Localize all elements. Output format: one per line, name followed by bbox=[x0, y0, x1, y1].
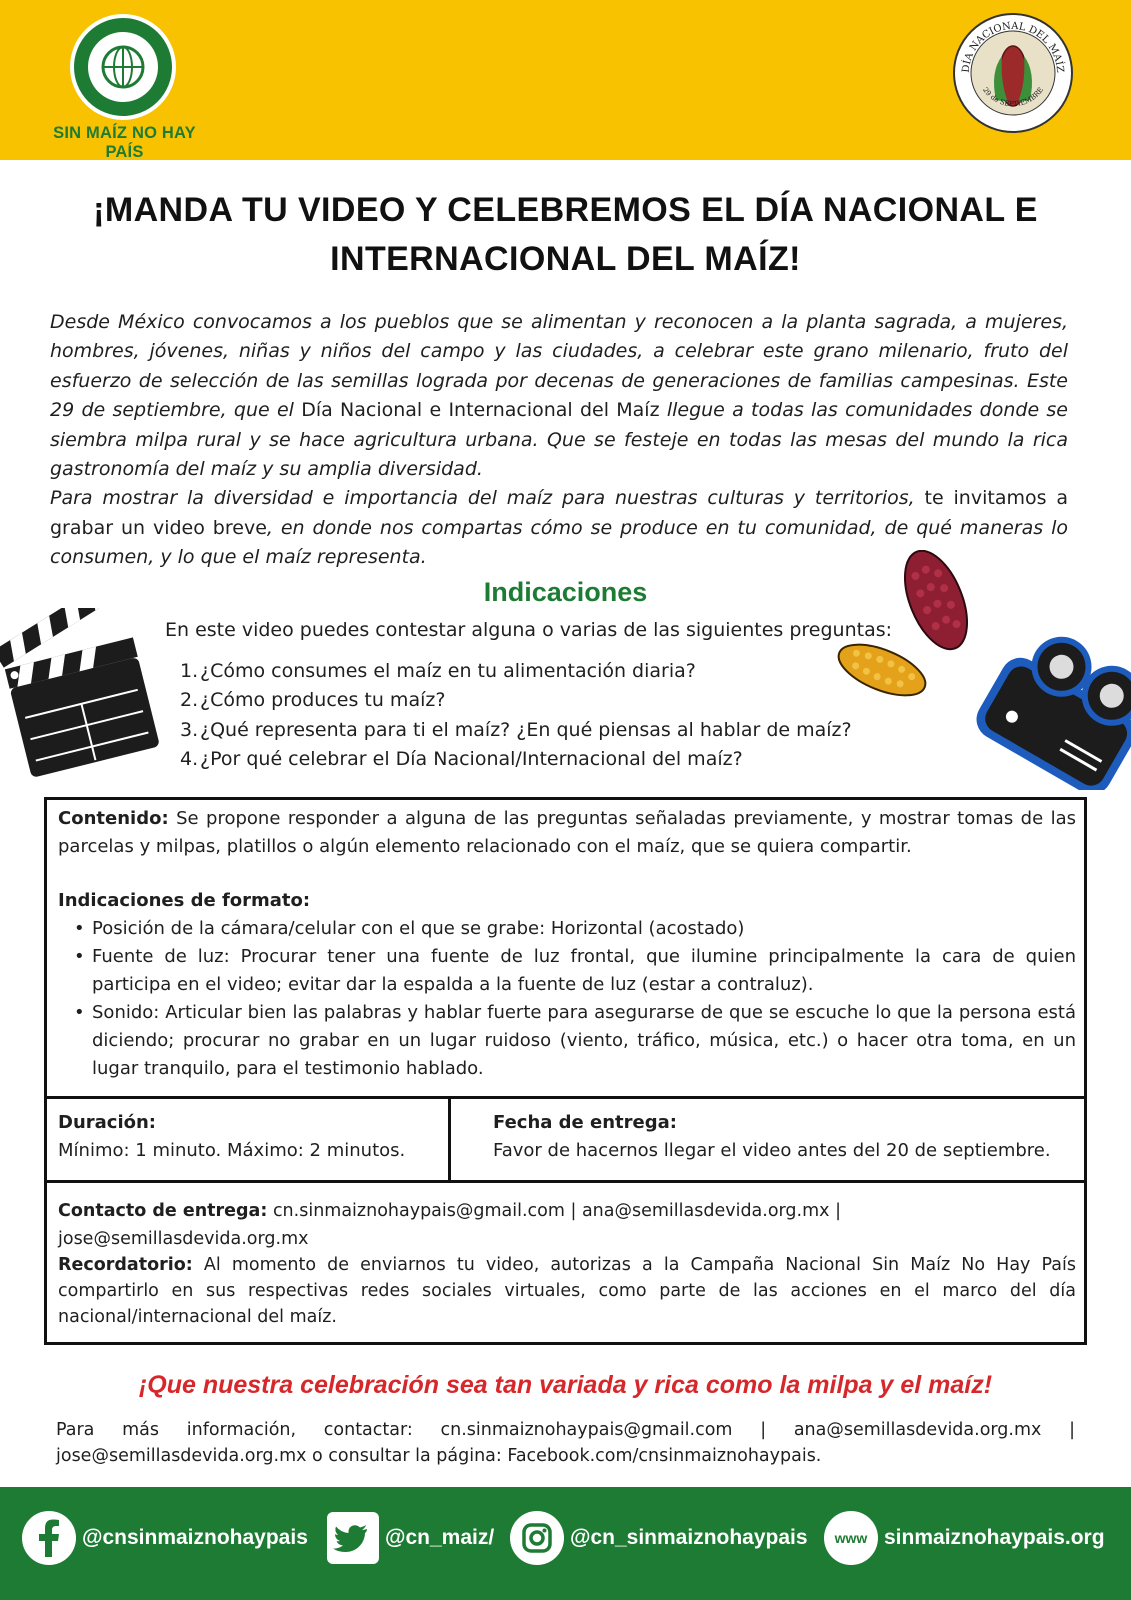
intro-p2-invitation: te invitamos a grabar un video breve bbox=[50, 487, 1068, 539]
intro-p2-part-a: Para mostrar la diversidad e importancia del maíz para nuestras culturas y territorios, bbox=[50, 487, 925, 510]
globe-icon bbox=[88, 32, 158, 102]
question-number: 1. bbox=[180, 660, 199, 682]
logo-seal-center bbox=[88, 32, 158, 102]
logo-arc-top: DÍA NACIONAL DEL MAÍZ bbox=[960, 20, 1066, 74]
table-divider bbox=[47, 1180, 1084, 1183]
format-cell bbox=[58, 887, 1076, 1083]
contact-cell bbox=[58, 1197, 1076, 1253]
indicaciones-lead: En este video puedes contestar alguna o varias de las siguientes preguntas: bbox=[165, 619, 893, 641]
duration-text: Mínimo: 1 minuto. Máximo: 2 minutos. bbox=[58, 1140, 406, 1161]
list-item bbox=[180, 686, 880, 715]
list-item: • Posición de la cámara/celular con el que se grabe: Horizontal (acostado) bbox=[58, 915, 1076, 943]
clapperboard-icon bbox=[0, 608, 160, 780]
page-title: ¡MANDA TU VIDEO Y CELEBREMOS EL DÍA NACIONAL E INTERNACIONAL DEL MAÍZ! bbox=[93, 191, 1038, 278]
facebook-link[interactable] bbox=[22, 1510, 308, 1566]
question-number: 3. bbox=[180, 718, 199, 741]
list-item: • Sonido: Articular bien las palabras y hablar fuerte para asegurarse de que se escuche lo que la persona está diciendo; procurar no grabar en un lugar ruidoso (viento, tráfico, música, etc.) o hacer otra toma, en un lugar tranquilo, para el testimonio hablado. bbox=[58, 999, 1076, 1083]
instagram-handle: @cn_sinmaiznohaypais bbox=[570, 1526, 808, 1549]
film-projector-icon bbox=[969, 616, 1131, 790]
question-text: ¿Por qué celebrar el Día Nacional/Internacional del maíz? bbox=[200, 747, 743, 770]
list-item: • Fuente de luz: Procurar tener una fuente de luz frontal, que ilumine principalmente la cara de quien participa en el video; evitar dar la espalda a la fuente de luz (estar a contraluz). bbox=[58, 943, 1076, 999]
list-item bbox=[180, 716, 880, 745]
reminder-text: Al momento de enviarnos tu video, autorizas a la Campaña Nacional Sin Maíz No Hay País compartirlo en sus respectivas redes sociales virtuales, como parte de las acciones en el marco del día nacional/internacional del maíz. bbox=[58, 1255, 1076, 1327]
delivery-date-text: Favor de hacernos llegar el video antes del 20 de septiembre. bbox=[493, 1140, 1051, 1161]
question-text: ¿Qué representa para ti el maíz? ¿En qué piensas al hablar de maíz? bbox=[200, 718, 852, 741]
website-link[interactable] bbox=[824, 1510, 1105, 1566]
more-info bbox=[56, 1417, 1075, 1469]
intro-p1-part-c: llegue a todas las comunidades donde se siembra milpa rural y se hace agricultura urbana. Que se festeje en todas las mesas del mundo la rica gastronomía del maíz y su amplia diversidad. bbox=[50, 399, 1068, 481]
intro-p2-part-c: , en donde nos compartas cómo se produce en tu comunidad, de qué maneras lo consumen, y lo que el maíz representa. bbox=[50, 516, 1068, 569]
intro-p1-part-b: Día Nacional e Internacional del Maíz bbox=[301, 399, 660, 422]
duration-cell bbox=[58, 1109, 438, 1165]
delivery-date-label: Fecha de entrega: bbox=[493, 1112, 677, 1133]
twitter-link[interactable] bbox=[327, 1510, 494, 1566]
reminder-cell bbox=[58, 1252, 1076, 1330]
format-list bbox=[58, 915, 1076, 1083]
facebook-icon bbox=[22, 1511, 76, 1565]
twitter-handle: @cn_maiz/ bbox=[385, 1526, 495, 1549]
slogan: ¡Que nuestra celebración sea tan variada y rica como la milpa y el maíz! bbox=[138, 1371, 993, 1399]
list-item bbox=[180, 657, 880, 686]
question-number: 2. bbox=[180, 689, 199, 712]
duration-label: Duración: bbox=[58, 1112, 156, 1133]
more-info-line-1: Para más información, contactar: cn.sinmaiznohaypais@gmail.com | ana@semillasdevida.org.mx | bbox=[56, 1420, 1075, 1440]
web-icon-text: www bbox=[834, 1530, 868, 1546]
logo-arc-bottom: 29 de SEPTIEMBRE bbox=[980, 85, 1046, 109]
logo-seal bbox=[70, 14, 176, 120]
reminder-label: Recordatorio: bbox=[58, 1255, 193, 1275]
dia-nacional-maiz-logo bbox=[952, 12, 1074, 134]
delivery-date-cell bbox=[493, 1109, 1073, 1165]
twitter-icon bbox=[327, 1512, 379, 1564]
indicaciones-heading: Indicaciones bbox=[483, 577, 648, 607]
content-label: Contenido: bbox=[58, 808, 169, 829]
info-table bbox=[44, 797, 1087, 1345]
question-text: ¿Cómo consumes el maíz en tu alimentación diaria? bbox=[200, 660, 696, 682]
intro-p1-part-a: Desde México convocamos a los pueblos que se alimentan y reconocen a la planta sagrada, a mujeres, hombres, jóvenes, niñas y niños del campo y las ciudades, a celebrar este grano milenario, fruto del esfuerzo de selección de las semillas lograda por decenas de generaciones de familias campesinas. Este 29 de septiembre, que el bbox=[50, 311, 1068, 422]
facebook-handle: @cnsinmaiznohaypais bbox=[82, 1526, 308, 1549]
instagram-icon bbox=[510, 1511, 564, 1565]
list-item bbox=[180, 745, 880, 774]
content-cell bbox=[58, 805, 1076, 861]
question-number: 4. bbox=[180, 747, 199, 770]
format-label: Indicaciones de formato: bbox=[58, 890, 311, 911]
contact-label: Contacto de entrega: bbox=[58, 1201, 268, 1221]
table-divider bbox=[47, 1096, 1084, 1099]
intro-text bbox=[50, 308, 1068, 573]
logo-caption: SIN MAÍZ NO HAY PAÍS bbox=[53, 124, 196, 161]
contact-text: cn.sinmaiznohaypais@gmail.com | ana@semillasdevida.org.mx | jose@semillasdevida.org.mx bbox=[58, 1201, 841, 1249]
more-info-line-2: jose@semillasdevida.org.mx o consultar la página: Facebook.com/cnsinmaiznohaypais. bbox=[56, 1446, 822, 1466]
question-text: ¿Cómo produces tu maíz? bbox=[200, 689, 446, 712]
content-text: Se propone responder a alguna de las preguntas señaladas previamente, y mostrar tomas de las parcelas y milpas, platillos o algún elemento relacionado con el maíz, que se quiera compartir. bbox=[58, 808, 1076, 857]
table-column-divider bbox=[448, 1099, 451, 1181]
instagram-link[interactable] bbox=[510, 1510, 808, 1566]
web-icon bbox=[824, 1511, 878, 1565]
intro-paragraph-1 bbox=[50, 308, 1068, 484]
question-list bbox=[180, 657, 880, 774]
website-handle: sinmaiznohaypais.org bbox=[884, 1526, 1105, 1549]
sin-maiz-logo bbox=[42, 14, 207, 161]
